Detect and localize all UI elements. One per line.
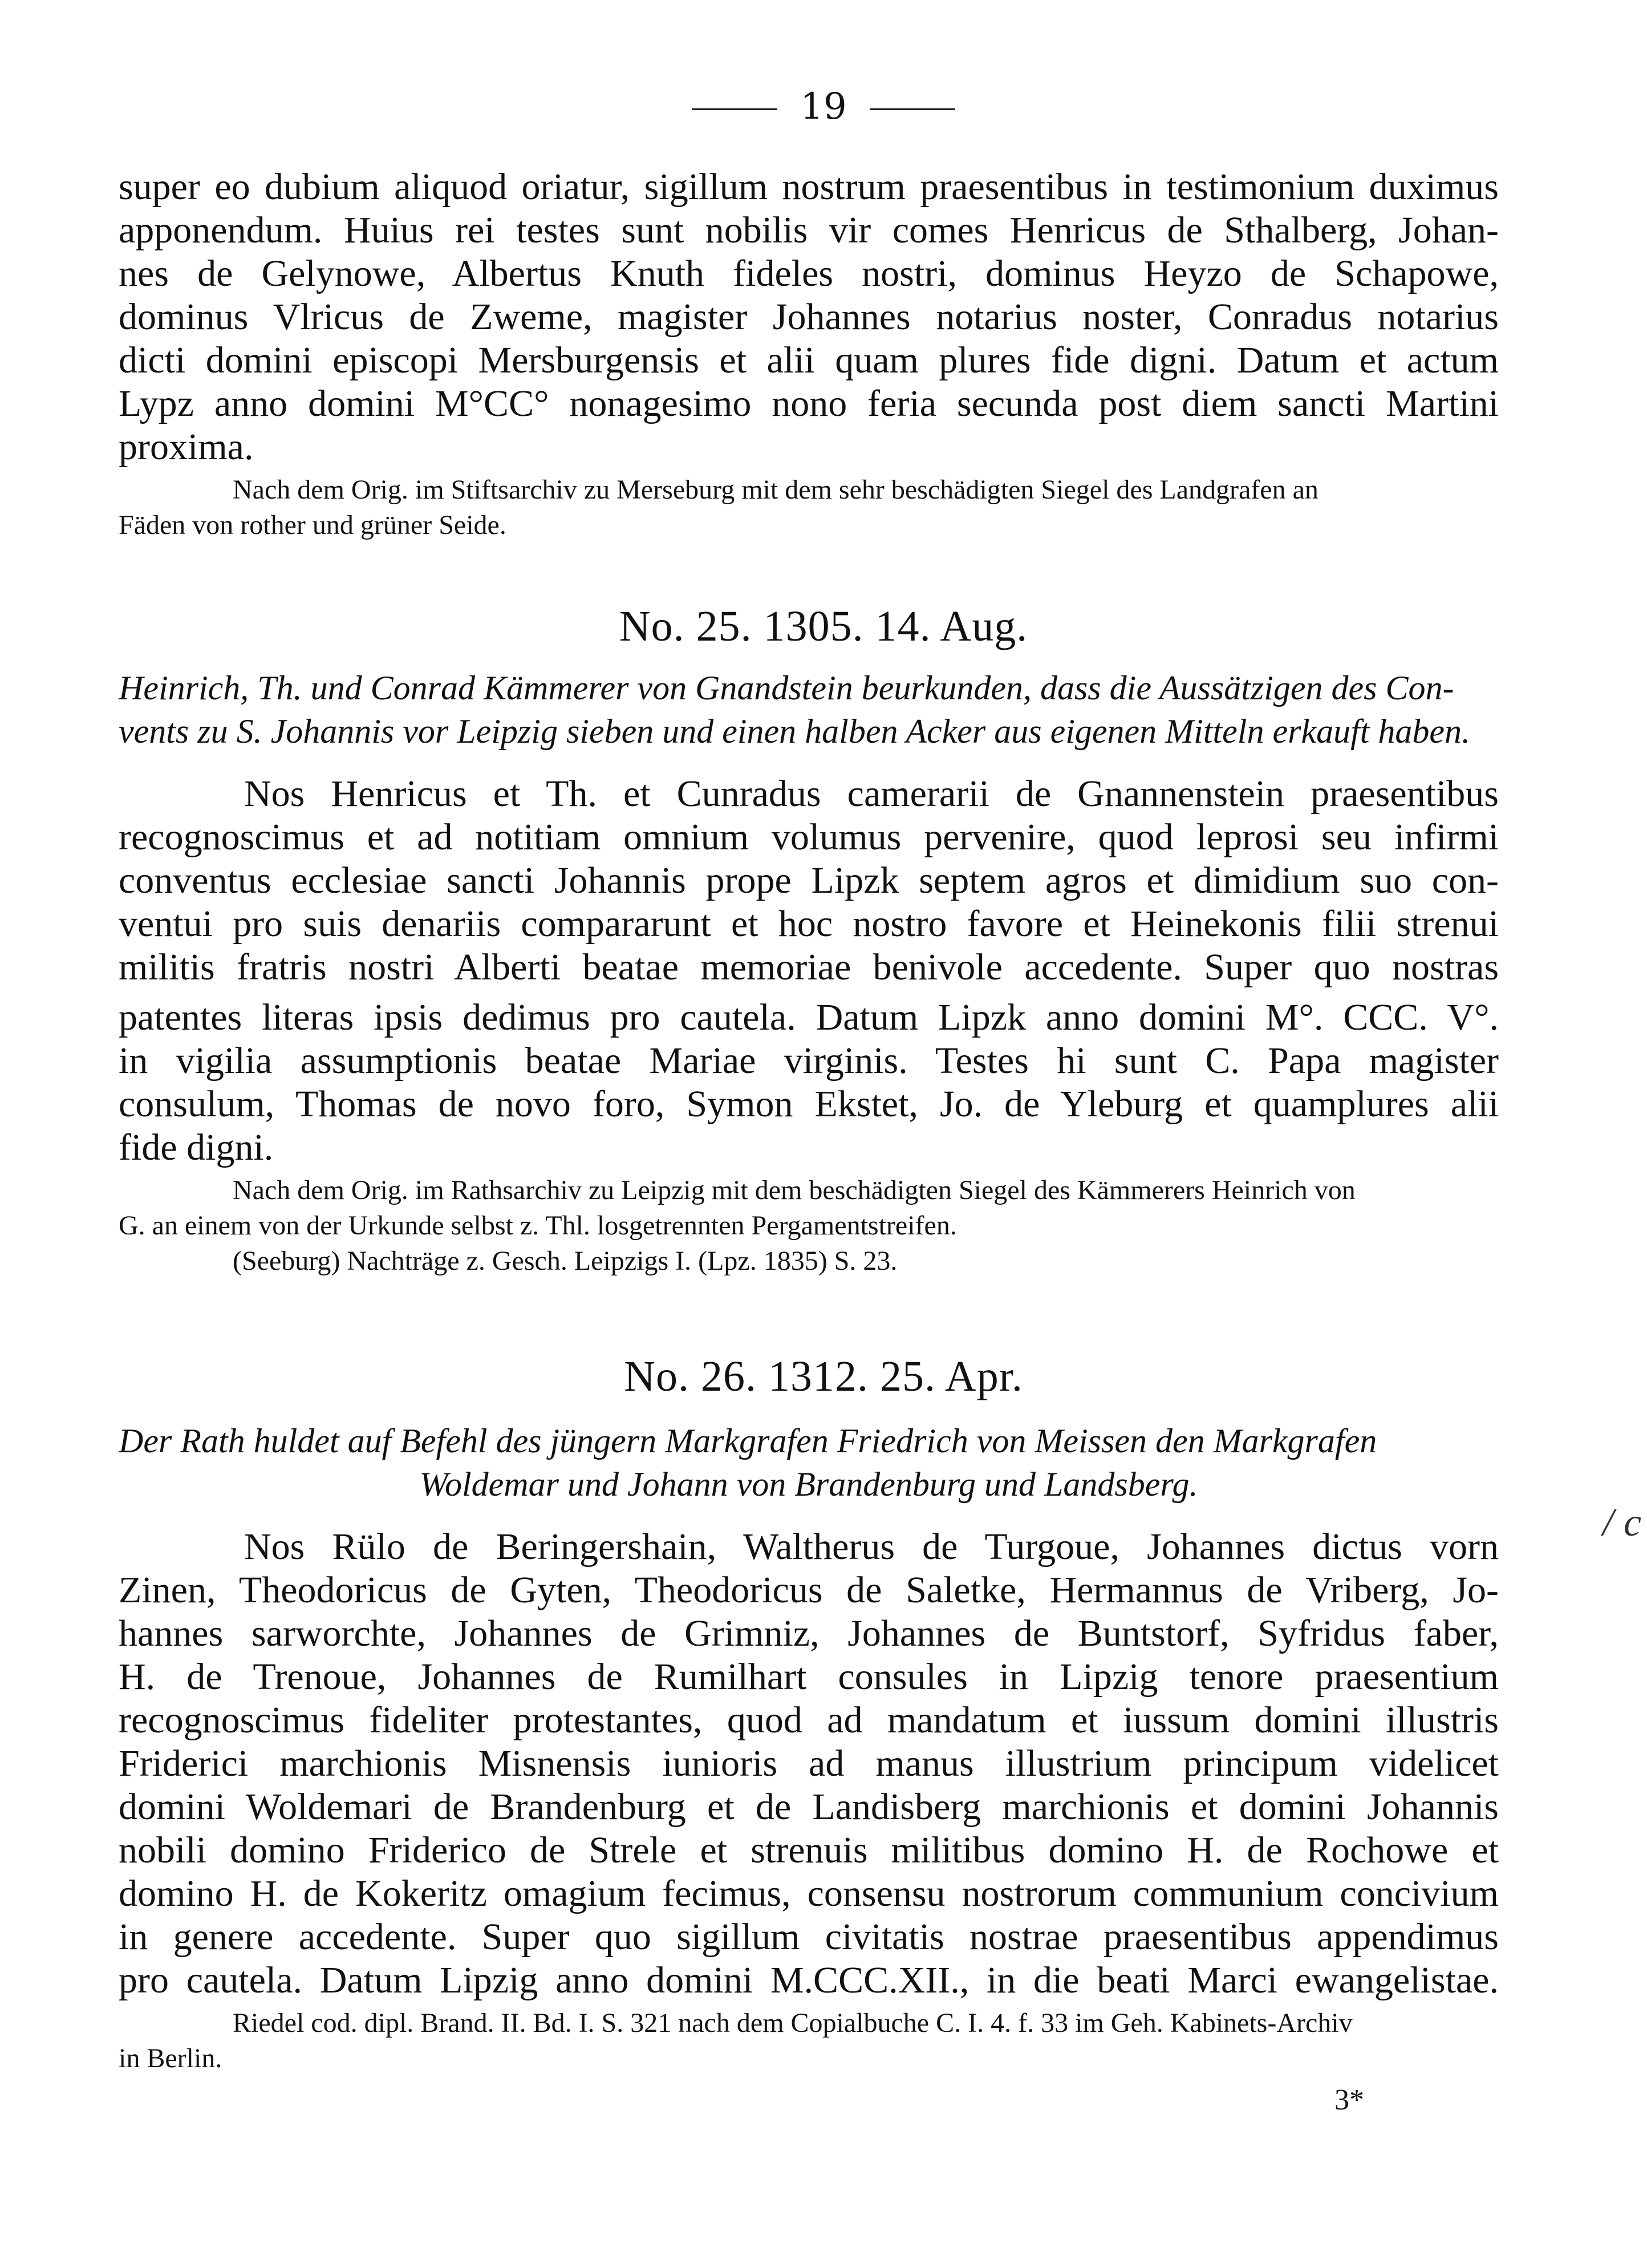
text-line: militis fratris nostri Alberti beatae memoriae benivole accedente. Super quo nostras (119, 946, 1499, 988)
text-line: Nos Rülo de Beringershain, Waltherus de Turgoue, Johannes dictus vorn (244, 1526, 1499, 1568)
text-line: Friderici marchionis Misnensis iunioris ad manus illustrium principum videlicet (119, 1743, 1499, 1784)
text-line: in vigilia assumptionis beatae Mariae virginis. Testes hi sunt C. Papa magister (119, 1040, 1499, 1082)
text-line: domini Woldemari de Brandenburg et de Landisberg marchionis et domini Johannis (119, 1786, 1499, 1828)
note-line: Riedel cod. dipl. Brand. II. Bd. I. S. 321 nach dem Copialbuche C. I. 4. f. 33 im Geh. Kabinets-Archiv (233, 2008, 1353, 2038)
regest-line: vents zu S. Johannis vor Leipzig sieben und einen halben Acker aus eigenen Mitteln erkauft haben. (119, 712, 1471, 750)
text-line: dicti domini episcopi Mersburgensis et alii quam plures fide digni. Datum et actum (119, 339, 1499, 381)
text-line: pro cautela. Datum Lipzig anno domini M.CCC.XII., in die beati Marci ewangelistae. (119, 1959, 1499, 2001)
text-line: H. de Trenoue, Johannes de Rumilhart consules in Lipzig tenore praesentium (119, 1656, 1499, 1698)
text-line: super eo dubium aliquod oriatur, sigillum nostrum praesentibus in testimonium duximus (119, 166, 1499, 208)
right-dash (870, 108, 955, 110)
margin-annotation: / c (1603, 1501, 1642, 1545)
text-line: consulum, Thomas de novo foro, Symon Ekstet, Jo. de Yleburg et quamplures alii (119, 1083, 1499, 1125)
note-line: in Berlin. (119, 2043, 222, 2073)
note-line: Fäden von rother und grüner Seide. (119, 510, 506, 540)
doc26-section (119, 1419, 1499, 2076)
text-line: ventui pro suis denariis compararunt et hoc nostro favore et Heinekonis filii strenui (119, 903, 1499, 945)
continuation-section (119, 165, 1499, 543)
text-line: nobili domino Friderico de Strele et strenuis militibus domino H. de Rochowe et (119, 1829, 1499, 1871)
doc26-regest (119, 1419, 1499, 1506)
doc26-heading: No. 26. 1312. 25. Apr. (624, 1352, 1023, 1400)
text-line: Zinen, Theodoricus de Gyten, Theodoricus de Saletke, Hermannus de Vriberg, Jo- (119, 1569, 1499, 1611)
note-line: Nach dem Orig. im Stiftsarchiv zu Merseburg mit dem sehr beschädigten Siegel des Landgrafen an (233, 475, 1319, 505)
continuation-source-note (119, 472, 1499, 543)
text-line: domino H. de Kokeritz omagium fecimus, consensu nostrorum communium concivium (119, 1873, 1499, 1914)
text-line: recognoscimus fideliter protestantes, quod ad mandatum et iussum domini illustris (119, 1699, 1499, 1741)
left-dash (692, 108, 777, 110)
text-line: nes de Gelynowe, Albertus Knuth fideles nostri, dominus Heyzo de Schapowe, (119, 253, 1499, 294)
note-line: (Seeburg) Nachträge z. Gesch. Leipzigs I. (Lpz. 1835) S. 23. (233, 1246, 898, 1276)
doc25-text (119, 772, 1499, 1169)
text-line: dominus Vlricus de Zweme, magister Johannes notarius noster, Conradus notarius (119, 296, 1499, 338)
text-line: in genere accedente. Super quo sigillum civitatis nostrae praesentibus appendimus (119, 1916, 1499, 1958)
doc26-source-note (119, 2006, 1499, 2076)
page-number-line (0, 86, 1647, 128)
doc25-section (119, 666, 1499, 1279)
doc26-text (119, 1525, 1499, 2002)
text-line: hannes sarworchte, Johannes de Grimniz, Johannes de Buntstorf, Syfridus faber, (119, 1613, 1499, 1654)
text-line: patentes literas ipsis dedimus pro cautela. Datum Lipzk anno domini M°. CCC. V°. (119, 997, 1499, 1038)
doc25-source-note (119, 1173, 1499, 1279)
text-line: apponendum. Huius rei testes sunt nobilis vir comes Henricus de Sthalberg, Johan- (119, 209, 1499, 251)
text-line: conventus ecclesiae sancti Johannis prope Lipzk septem agros et dimidium suo con- (119, 860, 1499, 901)
doc25-regest (119, 666, 1499, 753)
text-line: recognoscimus et ad notitiam omnium volumus pervenire, quod leprosi seu infirmi (119, 816, 1499, 858)
regest-line: Heinrich, Th. und Conrad Kämmerer von Gnandstein beurkunden, dass die Aussätzigen des Con- (119, 669, 1454, 707)
regest-line: Der Rath huldet auf Befehl des jüngern Markgrafen Friedrich von Meissen den Markgrafen (119, 1422, 1377, 1460)
text-line: fide digni. (119, 1127, 274, 1168)
signature-mark: 3* (1334, 2084, 1364, 2116)
note-line: G. an einem von der Urkunde selbst z. Thl. losgetrennten Pergamentstreifen. (119, 1210, 957, 1241)
page-number: 19 (800, 86, 847, 128)
text-line: Nos Henricus et Th. et Cunradus camerarii de Gnannenstein praesentibus (244, 773, 1499, 815)
regest-line: Woldemar und Johann von Brandenburg und Landsberg. (419, 1465, 1198, 1503)
text-line: Lypz anno domini M°CC° nonagesimo nono feria secunda post diem sancti Martini (119, 383, 1499, 424)
text-line: proxima. (119, 426, 254, 468)
doc25-heading: No. 25. 1305. 14. Aug. (619, 602, 1028, 650)
note-line: Nach dem Orig. im Rathsarchiv zu Leipzig mit dem beschädigten Siegel des Kämmerers Heinrich von (233, 1175, 1356, 1205)
continuation-text (119, 165, 1499, 469)
